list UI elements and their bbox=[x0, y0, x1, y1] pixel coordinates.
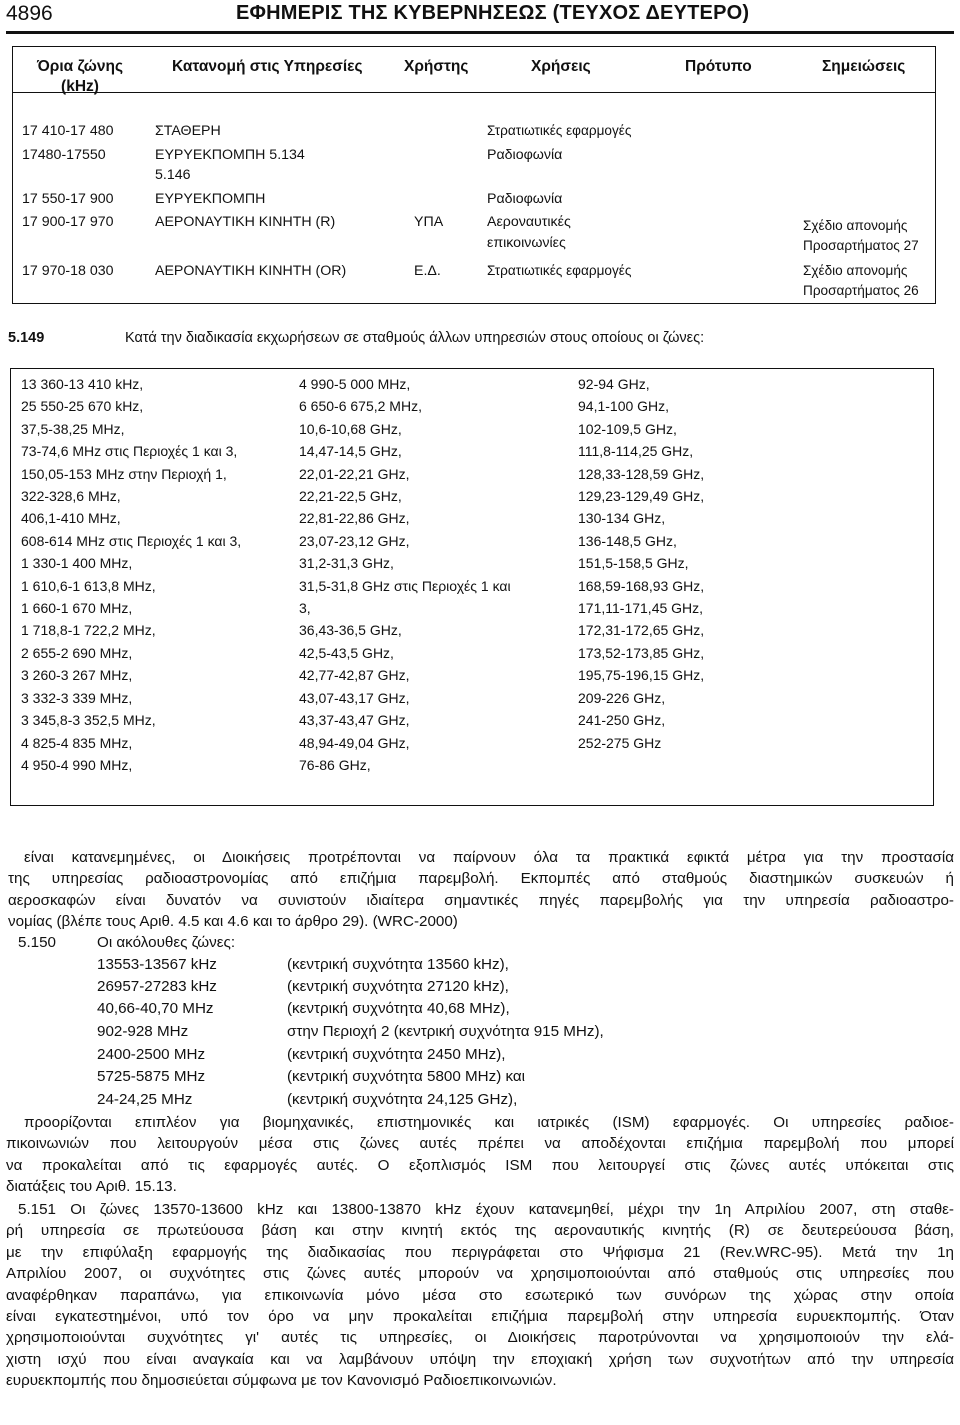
band-cell: 17 410-17 480 bbox=[22, 123, 114, 139]
text-line: αναφέρθηκαν παραπάνω, για επικοινωνία μόνο μέσα στο εσωτερικό των συνόρων της χώρας στην οποία bbox=[6, 1286, 954, 1304]
ism-band-desc: (κεντρική συχνότητα 5800 MHz) και bbox=[287, 1068, 526, 1085]
band-item: 92-94 GHz, bbox=[578, 376, 650, 392]
band-item: 102-109,5 GHz, bbox=[578, 420, 677, 437]
note-cell: Σχέδιο απονομής bbox=[803, 218, 908, 233]
band-item: 23,07-23,12 GHz, bbox=[299, 532, 410, 549]
text-line: είναι κατανεμημένες, οι Διοικήσεις προτρέπονται να παίρνουν όλα τα πρακτικά εφικτά μέτρα για την προστασία bbox=[24, 849, 954, 866]
ism-band-desc: στην Περιοχή 2 (κεντρική συχνότητα 915 MHz), bbox=[287, 1023, 604, 1040]
band-item: 136-148,5 GHz, bbox=[578, 532, 677, 549]
bands-column-2 bbox=[299, 373, 511, 776]
section-number: 5.150 bbox=[18, 934, 57, 951]
service-cell: ΑΕΡΟΝΑΥΤΙΚΗ ΚΙΝΗΤΗ (R) bbox=[155, 214, 336, 230]
band-item: 1 660-1 670 MHz, bbox=[21, 600, 133, 617]
band-item: 10,6-10,68 GHz, bbox=[299, 420, 402, 437]
header-rule bbox=[6, 31, 954, 34]
band-item: 171,11-171,45 GHz, bbox=[578, 600, 704, 617]
ism-band: 24-24,25 MHz bbox=[97, 1091, 193, 1108]
band-item: 195,75-196,15 GHz, bbox=[578, 667, 705, 684]
ism-band: 902-928 MHz bbox=[97, 1023, 189, 1040]
section-5-150-intro: Οι ακόλουθες ζώνες: bbox=[97, 934, 236, 951]
use-cell-cont: επικοινωνίες bbox=[487, 235, 566, 251]
band-item: 3 260-3 267 MHz, bbox=[21, 667, 133, 684]
band-item: 22,01-22,21 GHz, bbox=[299, 465, 410, 482]
band-item: 4 950-4 990 MHz, bbox=[21, 756, 133, 773]
page-header bbox=[6, 2, 954, 28]
col-header-uses: Χρήσεις bbox=[531, 58, 591, 75]
ism-band: 5725-5875 MHz bbox=[97, 1068, 206, 1085]
band-item: 3, bbox=[299, 600, 311, 617]
section-5-149-continuation bbox=[8, 847, 954, 933]
text-line: Απριλίου 2007, οι συχνότητες στις ζώνες αυτές μπορούν να χρησιμοποιούνται από σταθμούς στις υπηρεσίες που bbox=[6, 1265, 954, 1283]
col-header-notes: Σημειώσεις bbox=[822, 58, 906, 75]
band-item: 150,05-153 MHz στην Περιοχή 1, bbox=[21, 465, 227, 482]
use-cell: Ραδιοφωνία bbox=[487, 191, 563, 207]
ism-band-desc: (κεντρική συχνότητα 24,125 GHz), bbox=[287, 1091, 518, 1108]
band-item: 1 718,8-1 722,2 MHz, bbox=[21, 622, 156, 639]
col-header-limits bbox=[32, 57, 128, 97]
section-number: 5.149 bbox=[8, 330, 45, 346]
band-item: 129,23-129,49 GHz, bbox=[578, 488, 705, 505]
col-header-limits-line2: (kHz) bbox=[61, 78, 99, 95]
band-item: 73-74,6 MHz στις Περιοχές 1 και 3, bbox=[21, 443, 238, 460]
band-item: 31,5-31,8 GHz στις Περιοχές 1 και bbox=[299, 577, 511, 594]
band-item: 172,31-172,65 GHz, bbox=[578, 622, 705, 639]
col-header-limits-line1: Όρια ζώνης bbox=[36, 58, 124, 75]
text-line: διατάξεις του Αριθ. 15.13. bbox=[6, 1178, 177, 1196]
service-cell: ΑΕΡΟΝΑΥΤΙΚΗ ΚΙΝΗΤΗ (OR) bbox=[155, 263, 347, 279]
ism-band: 40,66-40,70 MHz bbox=[97, 1000, 214, 1017]
bands-column-3 bbox=[578, 373, 704, 754]
band-cell: 17480-17550 bbox=[22, 147, 106, 163]
text-line: αεροσκαφών είναι δυνατόν να συνιστούν ιδιαίτερα σημαντικές πηγές παρεμβολής για την υπηρεσία ραδιοαστρο- bbox=[8, 891, 954, 909]
service-cell-cont: 5.146 bbox=[155, 167, 191, 183]
band-item: 14,47-14,5 GHz, bbox=[299, 443, 402, 460]
band-item: 4 990-5 000 MHz, bbox=[299, 376, 411, 392]
band-item: 130-134 GHz, bbox=[578, 510, 666, 527]
band-item: 241-250 GHz, bbox=[578, 712, 666, 729]
band-item: 406,1-410 MHz, bbox=[21, 510, 121, 527]
note-cell-cont: Προσαρτήματος 27 bbox=[803, 238, 919, 253]
band-cell: 17 900-17 970 bbox=[22, 214, 114, 230]
section-5-151-body bbox=[6, 1199, 954, 1392]
ism-band: 26957-27283 kHz bbox=[97, 978, 217, 995]
page-number: 4896 bbox=[6, 2, 53, 25]
band-item: 42,77-42,87 GHz, bbox=[299, 667, 410, 684]
text-line: ευρυεκπομπής που δημοσιεύεται σύμφωνα με τον Κανονισμό Ραδιοεπικοινωνιών. bbox=[6, 1372, 557, 1390]
band-item: 31,2-31,3 GHz, bbox=[299, 555, 394, 572]
use-cell: Ραδιοφωνία bbox=[487, 147, 563, 163]
service-cell: ΕΥΡΥΕΚΠΟΜΠΗ 5.134 bbox=[155, 147, 305, 163]
table-header-divider bbox=[12, 92, 936, 93]
use-cell: Στρατιωτικές εφαρμογές bbox=[487, 123, 632, 138]
band-item: 209-226 GHz, bbox=[578, 689, 666, 706]
band-item: 2 655-2 690 MHz, bbox=[21, 644, 133, 661]
text-line: χιστη ισχύ που είναι αναγκαία και να λαμβάνουν υπόψη την εποχιακή χρήση των συχνοτήτων από την υπηρεσία bbox=[6, 1350, 954, 1368]
service-cell: ΣΤΑΘΕΡΗ bbox=[155, 123, 221, 139]
band-item: 13 360-13 410 kHz, bbox=[21, 376, 144, 392]
band-item: 43,37-43,47 GHz, bbox=[299, 712, 410, 729]
band-item: 22,81-22,86 GHz, bbox=[299, 510, 410, 527]
ism-band-desc: (κεντρική συχνότητα 13560 kHz), bbox=[287, 956, 509, 973]
band-item: 43,07-43,17 GHz, bbox=[299, 689, 410, 706]
text-line: με την επιφύλαξη εφαρμογής της διαδικασίας που περιγράφεται στο Ψήφισμα 21 (Rev.WRC-95). Μετά την 1η bbox=[6, 1243, 954, 1261]
band-item: 22,21-22,5 GHz, bbox=[299, 488, 402, 505]
text-line: προορίζονται επιπλέον για βιομηχανικές, επιστημονικές και ιατρικές (ISM) εφαρμογές. Οι υπηρεσίες ραδιοε- bbox=[24, 1114, 954, 1131]
band-item: 48,94-49,04 GHz, bbox=[299, 734, 410, 751]
band-cell: 17 550-17 900 bbox=[22, 191, 114, 207]
section-5-150-body bbox=[6, 1112, 954, 1198]
band-cell: 17 970-18 030 bbox=[22, 263, 114, 279]
service-cell: ΕΥΡΥΕΚΠΟΜΠΗ bbox=[155, 191, 266, 207]
col-header-user: Χρήστης bbox=[404, 58, 469, 75]
band-item: 94,1-100 GHz, bbox=[578, 398, 670, 415]
band-item: 1 330-1 400 MHz, bbox=[21, 555, 133, 572]
section-intro: Κατά την διαδικασία εκχωρήσεων σε σταθμούς άλλων υπηρεσιών στους οποίους οι ζώνες: bbox=[125, 330, 705, 346]
band-item: 1 610,6-1 613,8 MHz, bbox=[21, 577, 156, 594]
bands-column-1 bbox=[21, 373, 241, 776]
band-item: 151,5-158,5 GHz, bbox=[578, 555, 689, 572]
gazette-title: ΕΦΗΜΕΡΙΣ ΤΗΣ ΚΥΒΕΡΝΗΣΕΩΣ (ΤΕΥΧΟΣ ΔΕΥΤΕΡΟ) bbox=[236, 2, 750, 24]
ism-band: 13553-13567 kHz bbox=[97, 956, 217, 973]
ism-band: 2400-2500 MHz bbox=[97, 1046, 206, 1063]
text-line: νομίας (βλέπε τους Αριθ. 4.5 και 4.6 και το άρθρο 29). (WRC-2000) bbox=[8, 913, 458, 931]
text-line: 5.151 Οι ζώνες 13570-13600 kHz και 13800-13870 kHz έχουν κατανεμηθεί, μέχρι την 1η Απριλίου 2007, στη σταθε- bbox=[18, 1201, 954, 1218]
text-line: είναι εγκατεστημένοι, υπό τον όρο να μην προκαλείται επιζήμια παρεμβολή στην υπηρεσία ευρυεκπομπής. Όταν bbox=[6, 1307, 954, 1325]
band-item: 111,8-114,25 GHz, bbox=[578, 443, 694, 460]
band-item: 6 650-6 675,2 MHz, bbox=[299, 398, 422, 415]
text-line: να προκαλείται από τις εφαρμογές αυτές. Ο εξοπλισμός ISM που λειτουργεί στις ζώνες αυτές υπόκειται στις bbox=[6, 1156, 954, 1174]
band-item: 42,5-43,5 GHz, bbox=[299, 644, 394, 661]
text-line: ρή υπηρεσία σε πρωτεύουσα βάση και στην κινητή εκτός της αεροναυτικής κινητής (R) σε δευτερεύουσα βάση, bbox=[6, 1222, 954, 1240]
band-item: 3 345,8-3 352,5 MHz, bbox=[21, 712, 156, 729]
ism-band-desc: (κεντρική συχνότητα 2450 MHz), bbox=[287, 1046, 506, 1063]
ism-band-desc: (κεντρική συχνότητα 40,68 MHz), bbox=[287, 1000, 510, 1017]
text-line: της υπηρεσίας ραδιοαστρονομίας από επιζήμια παρεμβολή. Εκπομπές από σταθμούς διαστημικών συσκευών ή bbox=[8, 870, 954, 888]
band-item: 36,43-36,5 GHz, bbox=[299, 622, 402, 639]
band-item: 4 825-4 835 MHz, bbox=[21, 734, 133, 751]
note-cell-cont: Προσαρτήματος 26 bbox=[803, 283, 919, 298]
allocation-table bbox=[12, 46, 936, 304]
section-5-150-heading bbox=[18, 932, 56, 953]
band-item: 76-86 GHz, bbox=[299, 756, 371, 773]
use-cell: Αεροναυτικές bbox=[487, 214, 571, 230]
band-item: 608-614 MHz στις Περιοχές 1 και 3, bbox=[21, 532, 242, 549]
band-item: 25 550-25 670 kHz, bbox=[21, 398, 144, 415]
col-header-standard: Πρότυπο bbox=[685, 58, 752, 75]
band-item: 3 332-3 339 MHz, bbox=[21, 689, 133, 706]
note-cell: Σχέδιο απονομής bbox=[803, 263, 908, 278]
band-item: 37,5-38,25 MHz, bbox=[21, 420, 125, 437]
band-item: 128,33-128,59 GHz, bbox=[578, 465, 705, 482]
ism-band-desc: (κεντρική συχνότητα 27120 kHz), bbox=[287, 978, 509, 995]
band-item: 173,52-173,85 GHz, bbox=[578, 644, 705, 661]
col-header-allocation: Κατανομή στις Υπηρεσίες bbox=[172, 58, 363, 75]
band-item: 252-275 GHz bbox=[578, 734, 662, 751]
use-cell: Στρατιωτικές εφαρμογές bbox=[487, 263, 632, 278]
text-line: πικοινωνιών που λειτουργούν μέσα στις ζώνες αυτές πρέπει να αποδέχονται επιζήμια παρεμβολή που μπορεί bbox=[6, 1135, 954, 1153]
user-cell: Ε.Δ. bbox=[414, 263, 441, 279]
band-item: 322-328,6 MHz, bbox=[21, 488, 121, 505]
user-cell: ΥΠΑ bbox=[414, 214, 444, 230]
band-item: 168,59-168,93 GHz, bbox=[578, 577, 705, 594]
text-line: χρησιμοποιούνται συχνότητες γι' αυτές τις υπηρεσίες, οι Διοικήσεις παροτρύνονται να χρησιμοποιούν την ελά- bbox=[6, 1329, 954, 1347]
